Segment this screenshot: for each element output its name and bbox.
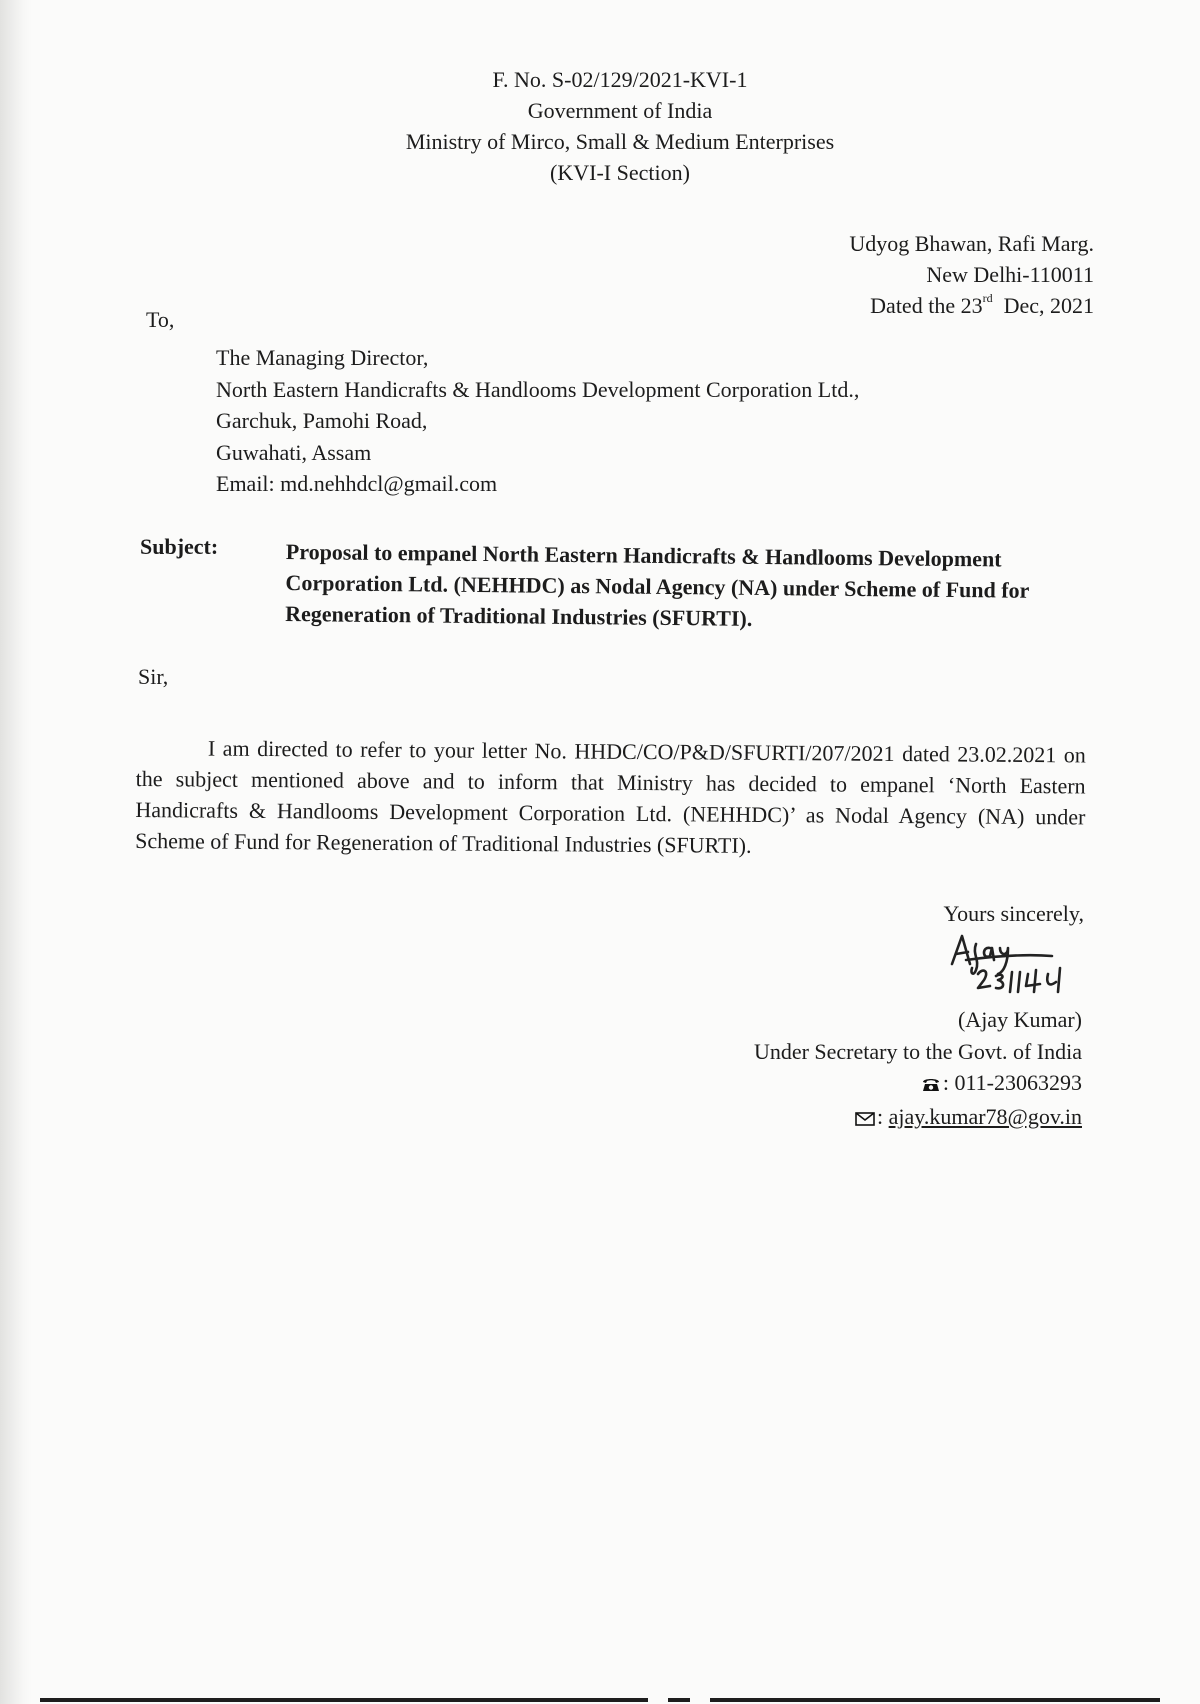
email-prefix: :	[877, 1103, 889, 1129]
letter-header	[300, 64, 940, 188]
scan-edge-shadow	[0, 0, 32, 1704]
date-line	[849, 290, 1094, 321]
to-label: To,	[146, 307, 175, 332]
date-superscript: rd	[982, 290, 993, 305]
signatory-block	[754, 1004, 1082, 1134]
addressee-line: Garchuk, Pamohi Road,	[216, 408, 428, 433]
phone-number: : 011-23063293	[942, 1070, 1082, 1095]
footer-rule	[40, 1698, 1160, 1702]
place-and-date	[849, 228, 1094, 321]
signatory-designation: Under Secretary to the Govt. of India	[753, 1038, 1082, 1064]
phone-icon	[921, 1069, 941, 1101]
signatory-email	[754, 1101, 1082, 1135]
section-line: (KVI-I Section)	[550, 160, 690, 185]
addressee-line: Guwahati, Assam	[216, 439, 372, 465]
handwritten-signature	[946, 930, 1096, 1000]
signatory-email-link[interactable]: ajay.kumar78@gov.in	[888, 1103, 1082, 1129]
addressee-line: North Eastern Handicrafts & Handlooms Development Corporation Ltd.,	[216, 376, 860, 402]
signatory-name: (Ajay Kumar)	[957, 1007, 1082, 1032]
place-line-1: Udyog Bhawan, Rafi Marg.	[849, 231, 1094, 256]
closing: Yours sincerely,	[943, 901, 1084, 926]
footer-rule-gap	[690, 1696, 710, 1704]
addressee-line: Email: md.nehhdcl@gmail.com	[216, 471, 498, 496]
place-line-2: New Delhi-110011	[926, 262, 1094, 287]
date-prefix: Dated the 23	[870, 293, 983, 318]
addressee-line: The Managing Director,	[216, 345, 429, 370]
signatory-phone	[754, 1067, 1082, 1101]
footer-rule-gap	[648, 1696, 668, 1704]
government-line: Government of India	[527, 98, 713, 123]
envelope-icon	[855, 1103, 875, 1135]
date-suffix: Dec, 2021	[1003, 293, 1094, 318]
salutation: Sir,	[138, 664, 169, 689]
subject-label: Subject:	[140, 534, 219, 559]
ministry-line: Ministry of Mirco, Small & Medium Enterprises	[405, 129, 835, 154]
addressee-block	[216, 342, 859, 500]
file-number: F. No. S-02/129/2021-KVI-1	[492, 67, 748, 92]
subject-text: Proposal to empanel North Eastern Handicrafts & Handlooms Development Corporation Ltd. (NEHHDC) as Nodal Agency (NA) under Scheme of Fund for Regeneration of Traditional Industries (SFURTI).	[285, 538, 1030, 631]
body-paragraph: I am directed to refer to your letter No. HHDC/CO/P&D/SFURTI/207/2021 dated 23.02.2021 on the subject mentioned above and to inform that Ministry has decided to empanel ‘North Eastern Handicrafts & Handlooms Development Corporation Ltd. (NEHHDC)’ as Nodal Agency (NA) under Scheme of Fund for Regeneration of Traditional Industries (SFURTI).	[135, 735, 1086, 858]
